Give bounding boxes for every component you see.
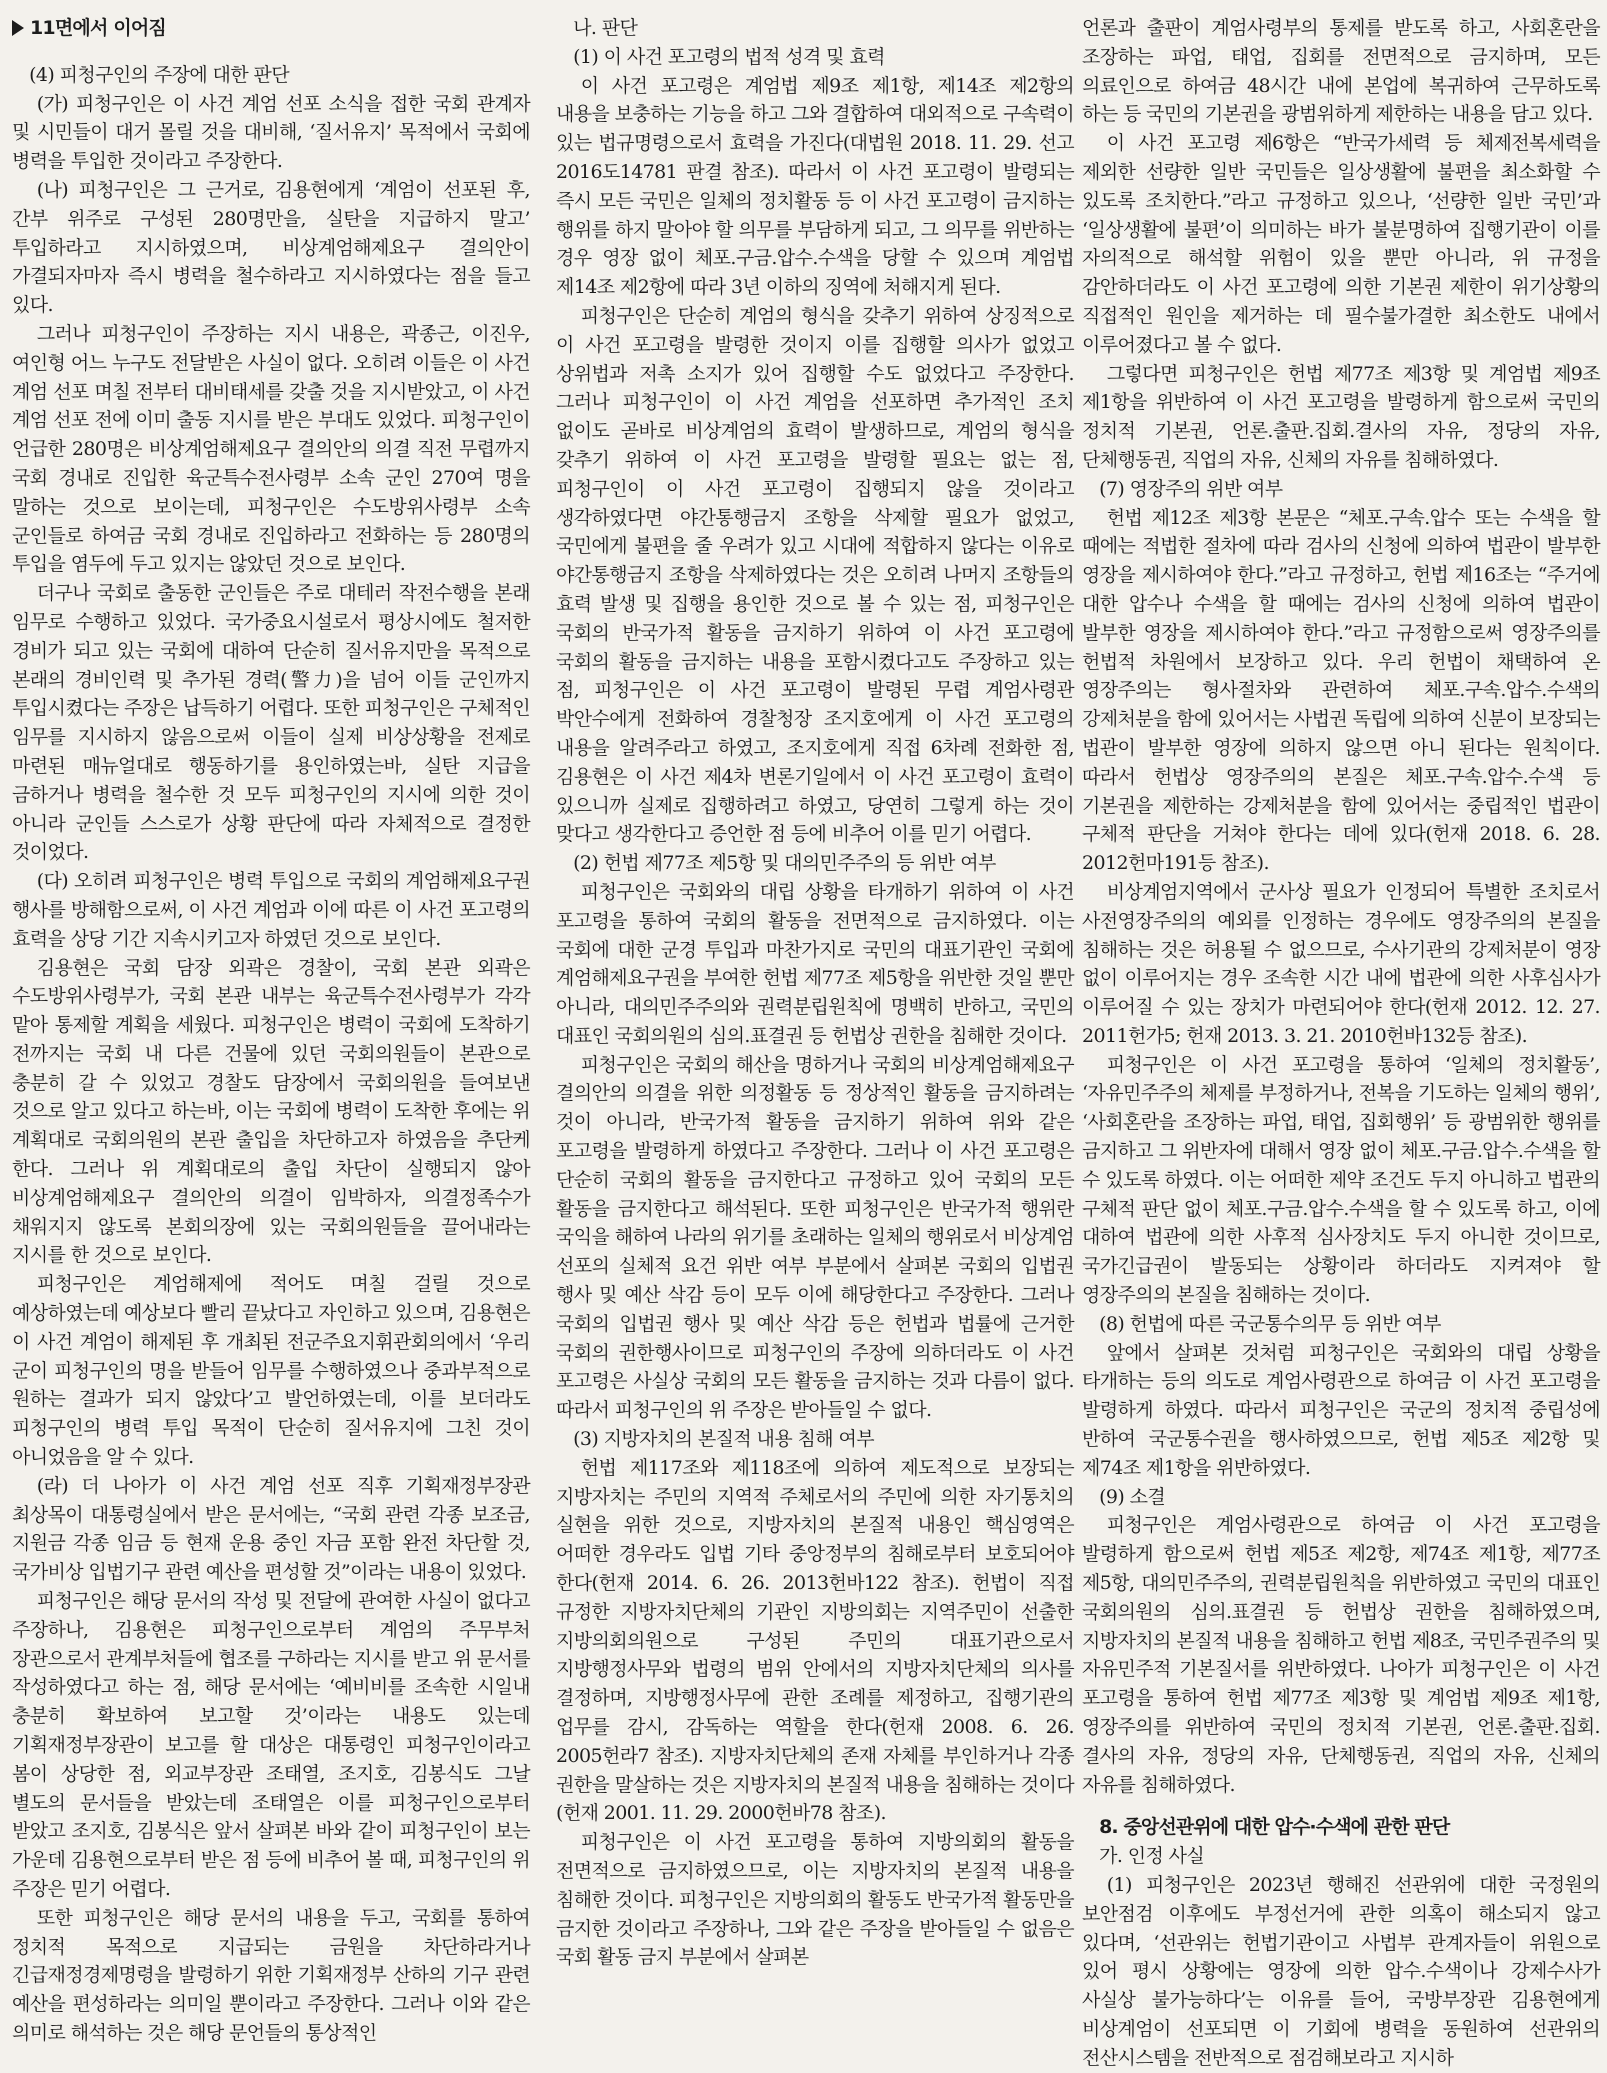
paragraph: 이 사건 포고령은 계엄법 제9조 제1항, 제14조 제2항의 내용을 보충하는 기능을 하고 그와 결합하여 대외적으로 구속력이 있는 법규명령으로서 효력을 가진다(대법원 2018. 11. 29. 선고 2016도14781 판결 참조). 따라서 이 사건 포고령이 발령되는 즉시 모든 국민은 일체의 정치활동 등 이 사건 포고령이 금지하는 행위를 하지 말아야 할 의무를 부담하게 되고, 그 의무를 위반하는 경우 영장 없이 체포.구금.압수.수색을 당할 수 있으며 계엄법 제14조 제2항에 따라 3년 이하의 징역에 처해지게 된다. [556, 74, 1074, 299]
section-heading: 가. 인정 사실 [1099, 1845, 1205, 1868]
kicker-text: 11면에서 이어짐 [30, 17, 166, 39]
paragraph: (1) 피청구인은 2023년 행해진 선관위에 대한 국정원의 보안점검 이후에도 부정선거에 관한 의혹이 해소되지 않고 있다며, ‘선관위는 헌법기관이고 사법부 관계자들이 위원으로 있어 평시 상황에는 영장에 의한 압수.수색이나 강제수사가 사실상 불가능하다’는 이유를 들어, 국방부장관 김용현에게 비상계엄이 선포되면 이 기회에 병력을 동원하여 선관위의 전산시스템을 전반적으로 점검해보라고 지시하 [1082, 1874, 1600, 2069]
paragraph: 피청구인은 국회와의 대립 상황을 타개하기 위하여 이 사건 포고령을 통하여 국회의 활동을 전면적으로 금지하였다. 이는 국회에 대한 군경 투입과 마찬가지로 국민의 대표기관인 국회에 계엄해제요구권을 부여한 헌법 제77조 제5항을 위반한 것일 뿐만 아니라, 대의민주주의와 권력분립원칙에 명백히 반하고, 국민의 대표인 국회의원의 심의.표결권 등 헌법상 권한을 침해한 것이다. [556, 880, 1074, 1047]
paragraph: 피청구인은 계엄해제에 적어도 며칠 걸릴 것으로 예상하였는데 예상보다 빨리 끝났다고 자인하고 있으며, 김용현은 이 사건 계엄이 해제된 후 개최된 전군주요지휘관회의에서 ‘우리 군이 피청구인의 명을 받들어 임무를 수행하였으나 중과부적으로 원하는 결과가 되지 않았다’고 발언하였는데, 이를 보더라도 피청구인의 병력 투입 목적이 단순히 질서유지에 그친 것이 아니었음을 알 수 있다. [12, 1273, 530, 1469]
paragraph: 언론과 출판이 계엄사령부의 통제를 받도록 하고, 사회혼란을 조장하는 파업, 태업, 집회를 전면적으로 금지하며, 모든 의료인으로 하여금 48시간 내에 본업에 복귀하여 근무하도록 하는 등 국민의 기본권을 광범위하게 제한하는 내용을 담고 있다. [1082, 17, 1600, 126]
paragraph: (나) 피청구인은 그 근거로, 김용현에게 ‘계엄이 선포된 후, 간부 위주로 구성된 280명만을, 실탄을 지급하지 말고’ 투입하라고 지시하였으며, 비상계엄해제요구 결의안이 가결되자마자 즉시 병력을 철수하라고 지시하였다는 점을 들고 있다. [12, 178, 530, 317]
section-heading: (1) 이 사건 포고령의 법적 성격 및 효력 [573, 45, 885, 68]
paragraph: 비상계엄지역에서 군사상 필요가 인정되어 특별한 조치로서 사전영장주의의 예외를 인정하는 경우에도 영장주의의 본질을 침해하는 것은 허용될 수 없으므로, 수사기관의 강제처분이 영장 없이 이루어지는 경우 조속한 시간 내에 법관에 의한 사후심사가 이루어질 수 있는 장치가 마련되어야 한다(헌재 2012. 12. 27. 2011헌가5; 헌재 2013. 3. 21. 2010헌바132등 참조). [1082, 880, 1600, 1047]
paragraph: (다) 오히려 피청구인은 병력 투입으로 국회의 계엄해제요구권 행사를 방해함으로써, 이 사건 계엄과 이에 따른 이 사건 포고령의 효력을 상당 기간 지속시키고자 하였던 것으로 보인다. [12, 870, 530, 950]
paragraph: 또한 피청구인은 해당 문서의 내용을 두고, 국회를 통하여 정치적 목적으로 지급되는 금원을 차단하라거나 긴급재정경제명령을 발령하기 위한 기획재정부 산하의 기구 관련 예산을 편성하라는 의미일 뿐이라고 주장한다. 그러나 이와 같은 의미로 해석하는 것은 해당 문언들의 통상적인 [12, 1906, 530, 2044]
article-column-3 [1082, 14, 1600, 2069]
paragraph: 앞에서 살펴본 것처럼 피청구인은 국회와의 대립 상황을 타개하는 등의 의도로 계엄사령관으로 하여금 이 사건 포고령을 발령하게 하였다. 따라서 피청구인은 국군의 정치적 중립성에 반하여 국군통수권을 행사하였으므로, 헌법 제5조 제2항 및 제74조 제1항을 위반하였다. [1082, 1341, 1600, 1479]
section-heading: (8) 헌법에 따른 국군통수의무 등 위반 여부 [1099, 1312, 1441, 1335]
paragraph: 더구나 국회로 출동한 군인들은 주로 대테러 작전수행을 본래 임무로 수행하고 있었다. 국가중요시설로서 평상시에도 철저한 경비가 되고 있는 국회에 대하여 단순히 질서유지만을 목적으로 본래의 경비인력 및 추가된 경력(警力)을 넘어 이들 군인까지 투입시켰다는 주장은 납득하기 어렵다. 또한 피청구인은 구체적인 임무를 지시하지 않음으로써 이들이 실제 비상상황을 전제로 마련된 매뉴얼대로 행동하기를 용인하였는바, 실탄 지급을 금하거나 병력을 철수한 것 모두 피청구인의 지시에 의한 것이 아니라 군인들 스스로가 상황 판단에 따라 자체적으로 결정한 것이었다. [12, 582, 530, 864]
paragraph: 피청구인은 이 사건 포고령을 통하여 ‘일체의 정치활동’, ‘자유민주주의 체제를 부정하거나, 전복을 기도하는 일체의 행위’, ‘사회혼란을 조장하는 파업, 태업, 집회행위’ 등 광범위한 행위를 금지하고 그 위반자에 대해서 영장 없이 체포.구금.압수.수색을 할 수 있도록 하였다. 이는 어떠한 제약 조건도 두지 아니하고 법관의 구체적 판단 없이 체포.구금.압수.수색을 할 수 있도록 하고, 이에 대하여 법관에 의한 사후적 심사장치도 두지 아니한 것이므로, 국가긴급권이 발동되는 상황이라 하더라도 지켜져야 할 영장주의의 본질을 침해하는 것이다. [1082, 1053, 1600, 1307]
paragraph: 헌법 제12조 제3항 본문은 “체포.구속.압수 또는 수색을 할 때에는 적법한 절차에 따라 검사의 신청에 의하여 법관이 발부한 영장을 제시하여야 한다.”라고 규정하고, 헌법 제16조는 “주거에 대한 압수나 수색을 할 때에는 검사의 신청에 의하여 법관이 발부한 영장을 제시하여야 한다.”라고 규정함으로써 영장주의를 헌법적 차원에서 보장하고 있다. 우리 헌법이 채택하여 온 영장주의는 형사절차와 관련하여 체포.구속.압수.수색의 강제처분을 함에 있어서는 사법권 독립에 의하여 신분이 보장되는 법관이 발부한 영장에 의하지 않으면 아니 된다는 원칙이다. 따라서 헌법상 영장주의의 본질은 체포.구속.압수.수색 등 기본권을 제한하는 강제처분을 함에 있어서는 중립적인 법관이 구체적 판단을 거쳐야 한다는 데에 있다(헌재 2018. 6. 28. 2012헌마191등 참조). [1082, 506, 1600, 875]
section-heading: (3) 지방자치의 본질적 내용 침해 여부 [573, 1428, 874, 1451]
paragraph: 피청구인은 국회의 해산을 명하거나 국회의 비상계엄해제요구 결의안의 의결을 위한 의정활동 등 정상적인 활동을 금지하려는 것이 아니라, 반국가적 활동을 금지하기 위하여 위와 같은 포고령을 발령하게 하였다고 주장한다. 그러나 이 사건 포고령은 단순히 국회의 활동을 금지한다고 규정하고 있어 국회의 모든 활동을 금지한다고 해석된다. 또한 피청구인은 반국가적 행위란 국익을 해하여 나라의 위기를 초래하는 일체의 행위로서 비상계엄 선포의 실체적 요건 위반 여부 부분에서 살펴본 국회의 입법권 행사 및 예산 삭감 등이 모두 이에 해당한다고 주장한다. 그러나 국회의 입법권 행사 및 예산 삭감 등은 헌법과 법률에 근거한 국회의 권한행사이므로 피청구인의 주장에 의하더라도 이 사건 포고령은 사실상 국회의 모든 활동을 금지하는 것과 다름이 없다. 따라서 피청구인의 위 주장은 받아들일 수 없다. [556, 1053, 1074, 1422]
paragraph: 김용현은 국회 담장 외곽은 경찰이, 국회 본관 외곽은 수도방위사령부가, 국회 본관 내부는 육군특수전사령부가 각각 맡아 통제할 계획을 세웠다. 피청구인은 병력이 국회에 도착하기 전까지는 국회 내 다른 건물에 있던 국회의원들이 본관으로 충분히 갈 수 있었고 경찰도 담장에서 국회의원을 들여보낸 것으로 알고 있다고 하는바, 이는 국회에 병력이 도착한 후에는 위 계획대로 국회의원의 본관 출입을 차단하고자 하였음을 추단케 한다. 그러나 위 계획대로의 출입 차단이 실행되지 않아 비상계엄해제요구 결의안의 의결이 임박하자, 의결정족수가 채워지지 않도록 본회의장에 있는 국회의원들을 끌어내라는 지시를 한 것으로 보인다. [12, 956, 530, 1267]
continued-from-kicker [12, 14, 530, 43]
paragraph: 피청구인은 계엄사령관으로 하여금 이 사건 포고령을 발령하게 함으로써 헌법 제5조 제2항, 제74조 제1항, 제77조 제5항, 대의민주주의, 권력분립원칙을 위반하였고 국민의 대표인 국회의원의 심의.표결권 등 헌법상 권한을 침해하였으며, 지방자치의 본질적 내용을 침해하고 헌법 제8조, 국민주권주의 및 자유민주적 기본질서를 위반하였다. 나아가 피청구인은 이 사건 포고령을 통하여 헌법 제77조 제3항 및 계엄법 제9조 제1항, 영장주의를 위반하여 국민의 정치적 기본권, 언론.출판.집회.결사의 자유, 정당의 자유, 단체행동권, 직업의 자유, 신체의 자유를 침해하였다. [1082, 1514, 1600, 1796]
paragraph: 피청구인은 단순히 계엄의 형식을 갖추기 위하여 상징적으로 이 사건 포고령을 발령한 것이지 이를 집행할 의사가 없었고 상위법과 저촉 소지가 있어 집행할 수도 없었다고 주장한다. 그러나 피청구인이 이 사건 계엄을 선포하면 추가적인 조치 없이도 곧바로 비상계엄의 효력이 발생하므로, 계엄의 형식을 갖추기 위하여 이 사건 포고령을 발령할 필요는 없는 점, 피청구인이 이 사건 포고령이 집행되지 않을 것이라고 생각하였다면 야간통행금지 조항을 삭제할 필요가 없었고, 국민에게 불편을 줄 우려가 있고 시대에 적합하지 않다는 이유로 야간통행금지 조항을 삭제하였다는 것은 오히려 나머지 조항들의 효력 발생 및 집행을 용인한 것으로 볼 수 있는 점, 피청구인은 국회의 반국가적 활동을 금지하기 위하여 이 사건 포고령에 국회의 활동을 금지하는 내용을 포함시켰다고도 주장하고 있는 점, 피청구인은 이 사건 포고령이 발령된 무렵 계엄사령관 박안수에게 전화하여 경찰청장 조지호에게 이 사건 포고령의 내용을 알려주라고 하였고, 조지호에게 직접 6차례 전화한 점, 김용현은 이 사건 제4차 변론기일에서 이 사건 포고령이 효력이 있으니까 실제로 집행하려고 하였고, 당연히 그렇게 하는 것이 맞다고 생각한다고 증언한 점 등에 비추어 이를 믿기 어렵다. [556, 304, 1074, 846]
section-heading: (9) 소결 [1099, 1485, 1166, 1508]
chapter-heading: 8. 중앙선관위에 대한 압수·수색에 관한 판단 [1099, 1816, 1450, 1839]
paragraph: (라) 더 나아가 이 사건 계엄 선포 직후 기획재정부장관 최상목이 대통령실에서 받은 문서에는, “국회 관련 각종 보조금, 지원금 각종 임금 등 현재 운용 중인 자금 포함 완전 차단할 것, 국가비상 입법기구 관련 예산을 편성할 것”이라는 내용이 있었다. [12, 1474, 530, 1584]
paragraph: 그러나 피청구인이 주장하는 지시 내용은, 곽종근, 이진우, 여인형 어느 누구도 전달받은 사실이 없다. 오히려 이들은 이 사건 계엄 선포 며칠 전부터 대비태세를 갖출 것을 지시받았고, 이 사건 계엄 선포 전에 이미 출동 지시를 받은 부대도 있었다. 피청구인이 언급한 280명은 비상계엄해제요구 결의안의 의결 직전 무렵까지 국회 경내로 진입한 육군특수전사령부 소속 군인 270여 명을 말하는 것으로 보이는데, 피청구인은 수도방위사령부 소속 군인들로 하여금 국회 경내로 진입하라고 전화하는 등 280명의 투입을 염두에 두고 있지는 않았던 것으로 보인다. [12, 322, 530, 576]
paragraph: 그렇다면 피청구인은 헌법 제77조 제3항 및 계엄법 제9조 제1항을 위반하여 이 사건 포고령을 발령하게 함으로써 국민의 정치적 기본권, 언론.출판.집회.결사의 자유, 정당의 자유, 단체행동권, 직업의 자유, 신체의 자유를 침해하였다. [1082, 362, 1600, 471]
section-heading: (2) 헌법 제77조 제5항 및 대의민주주의 등 위반 여부 [573, 852, 996, 875]
triangle-marker-icon [12, 20, 24, 36]
section-heading: (7) 영장주의 위반 여부 [1099, 477, 1283, 500]
section-heading: 나. 판단 [573, 17, 638, 39]
paragraph: (가) 피청구인은 이 사건 계엄 선포 소식을 접한 국회 관계자 및 시민들이 대거 몰릴 것을 대비해, ‘질서유지’ 목적에서 국회에 병력을 투입한 것이라고 주장한다. [12, 92, 530, 173]
paragraph: 이 사건 포고령 제6항은 “반국가세력 등 체제전복세력을 제외한 선량한 일반 국민들은 일상생활에 불편을 최소화할 수 있도록 조치한다.”라고 규정하고 있으나, ‘선량한 일반 국민’과 ‘일상생활에 불편’이 의미하는 바가 불분명하여 집행기관이 이를 자의적으로 해석할 위험이 있을 뿐만 아니라, 위 규정을 감안하더라도 이 사건 포고령에 의한 기본권 제한이 위기상황의 직접적인 원인을 제거하는 데 필수불가결한 최소한도 내에서 이루어졌다고 볼 수 없다. [1082, 132, 1600, 356]
article-column-1 [12, 14, 530, 2044]
paragraph: 피청구인은 해당 문서의 작성 및 전달에 관여한 사실이 없다고 주장하나, 김용현은 피청구인으로부터 계엄의 주무부처 장관으로서 관계부처들에 협조를 구하라는 지시를 받고 위 문서를 작성하였다고 하는 점, 해당 문서에는 ‘예비비를 조속한 시일내 충분히 확보하여 보고할 것’이라는 내용도 있는데 기획재정부장관이 보고를 할 대상은 대통령인 피청구인이라고 봄이 상당한 점, 외교부장관 조태열, 조지호, 김봉식도 그날 별도의 문서들을 받았는데 조태열은 이를 피청구인으로부터 받았고 조지호, 김봉식은 앞서 살펴본 바와 같이 피청구인이 보는 가운데 김용현으로부터 받은 점 등에 비추어 볼 때, 피청구인의 위 주장은 믿기 어렵다. [12, 1590, 530, 1900]
paragraph: 헌법 제117조와 제118조에 의하여 제도적으로 보장되는 지방자치는 주민의 지역적 주체로서의 주민에 의한 자기통치의 실현을 위한 것으로, 지방자치의 본질적 내용인 핵심영역은 어떠한 경우라도 입법 기타 중앙정부의 침해로부터 보호되어야 한다(헌재 2014. 6. 26. 2013헌바122 참조). 헌법이 직접 규정한 지방자치단체의 기관인 지방의회는 지역주민이 선출한 지방의회의원으로 구성된 주민의 대표기관으로서 지방행정사무와 법령의 범위 안에서의 지방자치단체의 의사를 결정하며, 지방행정사무에 관한 조례를 제정하고, 집행기관의 업무를 감시, 감독하는 역할을 한다(헌재 2008. 6. 26. 2005헌라7 참조). 지방자치단체의 존재 자체를 부인하거나 각종 권한을 말살하는 것은 지방자치의 본질적 내용을 침해하는 것이다(헌재 2001. 11. 29. 2000헌바78 참조). [556, 1456, 1074, 1825]
paragraph: 피청구인은 이 사건 포고령을 통하여 지방의회의 활동을 전면적으로 금지하였으므로, 이는 지방자치의 본질적 내용을 침해한 것이다. 피청구인은 지방의회의 활동도 반국가적 활동만을 금지한 것이라고 주장하나, 그와 같은 주장을 받아들일 수 없음은 국회 활동 금지 부분에서 살펴본 [556, 1831, 1074, 1969]
article-column-2 [556, 14, 1074, 1969]
section-heading: (4) 피청구인의 주장에 대한 판단 [29, 63, 290, 86]
